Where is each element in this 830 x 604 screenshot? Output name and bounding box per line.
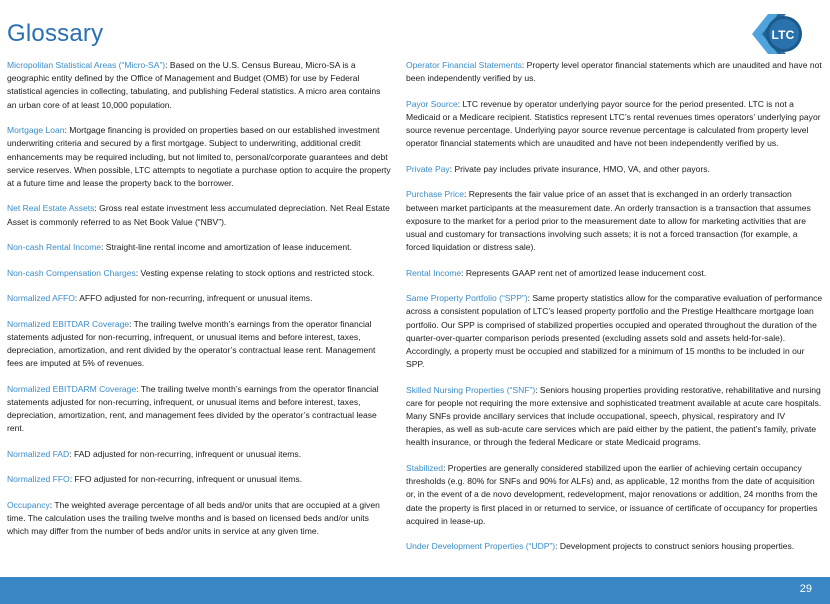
glossary-term: Same Property Portfolio (“SPP”) xyxy=(406,293,528,304)
glossary-definition: : AFFO adjusted for non-recurring, infrequent or unusual items. xyxy=(74,293,313,304)
logo-text: LTC xyxy=(771,28,795,42)
glossary-term: Occupancy xyxy=(7,499,50,510)
glossary-term: Normalized EBITDAR Coverage xyxy=(7,318,130,329)
glossary-term: Net Real Estate Assets xyxy=(7,203,95,214)
glossary-entry xyxy=(406,462,823,528)
glossary-definition: : Seniors housing properties providing restorative, rehabilitative and nursing care for people not requiring the more extensive and sophisticated treatment available at acute care hospitals. Many SNFs provide ancillary services that include occupational, speech, physical, respiratory and IV therapies, as well as sub-acute care services which are paid either by the patient, the patient’s family, private health insurance, or through the federal Medicare or state Medicaid programs. xyxy=(406,384,822,448)
glossary-term: Normalized EBITDARM Coverage xyxy=(7,383,137,394)
glossary-right-column xyxy=(406,59,823,566)
glossary-definition: : LTC revenue by operator underlying payor source for the period presented. LTC is not a Medicaid or a Medicare recipient. Statistics represent LTC’s rental revenues times operators’ underlying payor source revenue percentage. Underlying payor source revenue percentage is calculated from property level operator financial statements which are unaudited and have not been independently verified by us. xyxy=(406,98,821,149)
glossary-term: Non-cash Rental Income xyxy=(7,242,102,253)
glossary-definition: : FFO adjusted for non-recurring, infrequent or unusual items. xyxy=(69,474,302,485)
glossary-definition: : Private pay includes private insurance, HMO, VA, and other payors. xyxy=(449,163,710,174)
glossary-definition: : Gross real estate investment less accumulated depreciation. Net Real Estate Asset is commonly referred to as Net Book Value (“NBV”). xyxy=(7,203,390,227)
glossary-definition: : Based on the U.S. Census Bureau, Micro-SA is a geographic entity defined by the Office of Management and Budget (OMB) for use by Federal statistical agencies in collecting, tabulating, and publishing Federal statistics. A micro area contains an urban core of at least 10,000 population. xyxy=(7,60,381,110)
glossary-definition: : Straight-line rental income and amortization of lease inducement. xyxy=(101,242,352,253)
glossary-entry xyxy=(7,383,392,436)
glossary-term: Normalized FFO xyxy=(7,474,70,485)
glossary-definition: : Property level operator financial statements which are unaudited and have not been independently verified by us. xyxy=(406,60,822,84)
glossary-entry xyxy=(406,59,823,85)
glossary-definition: : Represents GAAP rent net of amortized lease inducement cost. xyxy=(461,267,707,278)
glossary-term: Non-cash Compensation Charges xyxy=(7,267,136,278)
glossary-term: Under Development Properties (“UDP”) xyxy=(406,541,556,552)
glossary-entry xyxy=(7,202,392,228)
page-title: Glossary xyxy=(7,20,104,47)
glossary-entry xyxy=(406,163,823,176)
glossary-entry xyxy=(406,98,823,151)
glossary-term: Stabilized xyxy=(406,462,444,473)
glossary-term: Skilled Nursing Properties (“SNF”) xyxy=(406,384,536,395)
page-number: 29 xyxy=(799,583,812,595)
glossary-definition: : Vesting expense relating to stock options and restricted stock. xyxy=(135,267,375,278)
glossary-entry xyxy=(7,473,392,486)
glossary-left-column xyxy=(7,59,392,551)
glossary-entry xyxy=(406,540,823,553)
glossary-definition: : Same property statistics allow for the comparative evaluation of performance across a consistent population of LTC’s leased property portfolio and the Prestige Healthcare mortgage loan portfolio. Our SPP is comprised of stabilized properties occupied and operated throughout the duration of the quarter-over-quarter comparison periods presented (excluding assets sold and assets held-for-sale). Accordingly, a property must be occupied and stabilized for a minimum of 15 months to be included in our SPP. xyxy=(406,293,823,370)
glossary-definition: : The trailing twelve month’s earnings from the operator financial statements adjusted for non-recurring, infrequent, or unusual items and before interest, taxes, depreciation, amortization, rent, and management fees divided by the operator’s contractual lease rent. xyxy=(7,383,379,434)
glossary-term: Normalized AFFO xyxy=(7,293,75,304)
glossary-entry xyxy=(7,448,392,461)
glossary-entry xyxy=(7,241,392,254)
glossary-definition: : The weighted average percentage of all beds and/or units that are occupied at a given time. The calculation uses the trailing twelve months and is based on licensed beds and/or units which may differ from the number of beds and/or units in service at any given time. xyxy=(7,499,380,537)
glossary-entry xyxy=(7,292,392,305)
glossary-entry xyxy=(406,292,823,371)
logo-subtext: REIT xyxy=(804,27,811,39)
footer-bar xyxy=(0,577,830,604)
glossary-term: Micropolitan Statistical Areas (“Micro-SA”) xyxy=(7,60,166,70)
glossary-entry xyxy=(406,188,823,254)
glossary-entry xyxy=(406,384,823,450)
glossary-definition: : Development projects to construct seniors housing properties. xyxy=(555,541,795,552)
glossary-entry xyxy=(7,267,392,280)
glossary-term: Payor Source xyxy=(406,98,458,109)
glossary-definition: : The trailing twelve month’s earnings from the operator financial statements adjusted for non-recurring, infrequent, or unusual items and before interest, taxes, depreciation, amortization, and rent divided by the operator’s contractual lease rent. Management fees are imputed at 5% of revenues. xyxy=(7,318,376,369)
glossary-definition: : Mortgage financing is provided on properties based on our established investment underwriting criteria and secured by a first mortgage. Subject to underwriting, additional credit enhancements may be required including, but not limited to, personal/corporate guarantees and debt service reserves. When possible, LTC attempts to negotiate a purchase option to acquire the property at a future time and lease the property back to the borrower. xyxy=(7,125,391,188)
glossary-term: Normalized FAD xyxy=(7,448,70,459)
glossary-entry xyxy=(7,124,392,190)
glossary-term: Operator Financial Statements xyxy=(406,60,522,70)
glossary-term: Mortgage Loan xyxy=(7,125,65,136)
glossary-term: Private Pay xyxy=(406,163,450,174)
glossary-entry xyxy=(7,499,392,539)
glossary-entry xyxy=(406,267,823,280)
glossary-definition: : FAD adjusted for non-recurring, infrequent or unusual items. xyxy=(69,448,302,459)
glossary-definition: : Represents the fair value price of an asset that is exchanged in an orderly transaction between market participants at the measurement date. An orderly transaction is a transaction that assumes exposure to the market for a period prior to the measurement date to allow for marketing activities that are usual and customary for transactions involving such assets; it is not a forced transaction (for example, a forced liquidation or distress sale). xyxy=(406,189,811,253)
glossary-definition: : Properties are generally considered stabilized upon the earlier of achieving certain occupancy thresholds (e.g. 80% for SNFs and 90% for ALFs) and, as applicable, 12 months from the date of acquisition or, in the event of a de novo development, redevelopment, major renovations or addition, 24 months from the date the property is first placed in or returned to service, or issuance of certificate of occupancy for properties acquired in lease-up. xyxy=(406,462,818,526)
glossary-entry xyxy=(7,59,392,112)
glossary-term: Purchase Price xyxy=(406,189,464,200)
glossary-term: Rental Income xyxy=(406,267,462,278)
glossary-entry xyxy=(7,318,392,371)
